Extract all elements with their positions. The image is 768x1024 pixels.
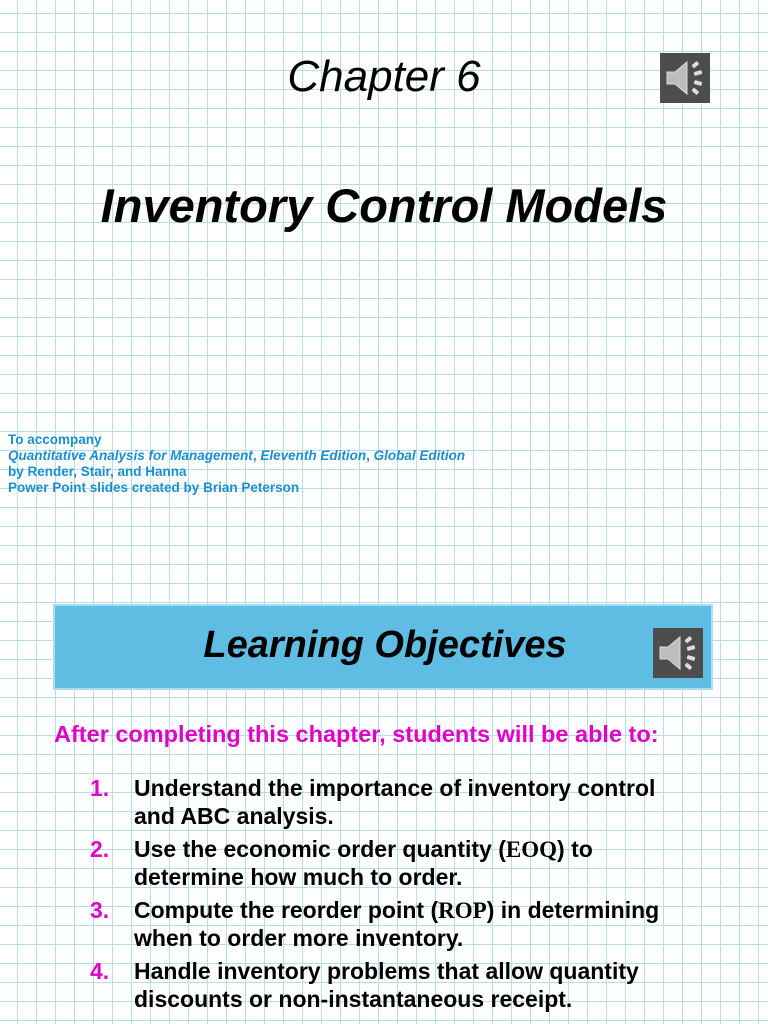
objectives-list [0,775,768,1019]
item-number: 4. [90,958,110,984]
term-eoq: EOQ [505,837,558,862]
item-number: 2. [90,836,110,862]
separator: , [366,448,374,463]
global-edition: Global Edition [373,448,466,463]
section-banner [53,604,713,690]
text-part: Use the economic order quantity ( [134,836,506,862]
audio-button[interactable] [653,628,703,678]
credits-authors: by Render, Stair, and Hanna [8,464,187,479]
item-text: Understand the importance of inventory control and ABC analysis. [134,775,656,829]
list-item [0,775,768,830]
intro-text: After completing this chapter, students will be able to: [54,721,659,747]
speaker-icon [663,58,707,98]
chapter-label: Chapter 6 [287,52,481,101]
text-part: ) to determine how much to order. [134,836,593,890]
item-text: Handle inventory problems that allow quantity discounts or non-instantaneous receipt. [134,958,639,1012]
item-number: 3. [90,897,110,923]
item-text [134,897,694,952]
audio-button[interactable] [660,53,710,103]
text-part: ) in determining when to order more inventory. [134,897,660,951]
credits-block [8,432,465,496]
slide-title: Inventory Control Models [100,179,668,232]
edition: Eleventh Edition [260,448,367,463]
credits-slides-by: Power Point slides created by Brian Peterson [8,480,300,495]
list-item [0,836,768,891]
speaker-icon [656,633,700,673]
item-number: 1. [90,775,110,801]
list-item [0,897,768,952]
credits-book-line [8,448,465,464]
credits-line: To accompany [8,432,102,447]
item-text [134,836,694,891]
list-item [0,958,768,1013]
text-part: Compute the reorder point ( [134,897,439,923]
book-title: Quantitative Analysis for Management [8,448,253,463]
term-rop: ROP [438,898,487,923]
separator: , [252,448,261,463]
banner-title: Learning Objectives [203,624,567,666]
